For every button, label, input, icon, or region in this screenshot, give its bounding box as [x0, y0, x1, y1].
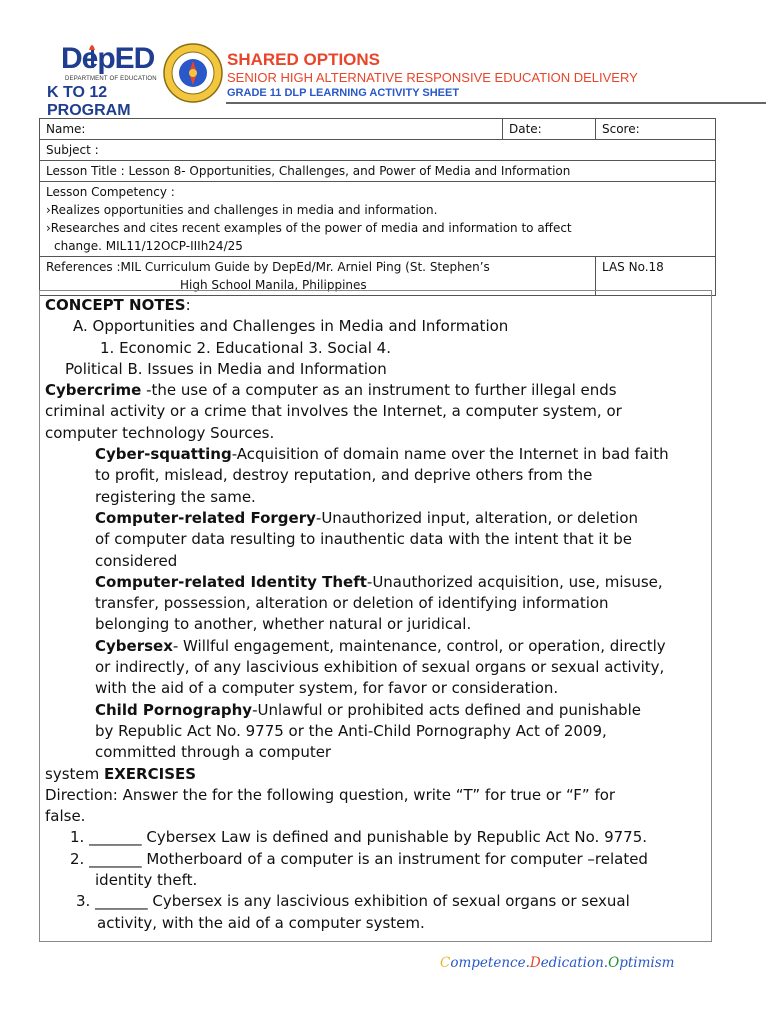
definition-line: with the aid of a computer system, for favor or consideration.: [95, 679, 559, 698]
term: Cybercrime: [45, 381, 142, 400]
lesson-title: Lesson Title : Lesson 8- Opportunities, Challenges, and Power of Media and Information: [40, 161, 716, 182]
score-field[interactable]: Score:: [596, 119, 716, 140]
child-pornography-definition: [45, 700, 711, 721]
definition-text: - Willful engagement, maintenance, control, or operation, directly: [172, 636, 666, 655]
definition-line: registering the same.: [95, 487, 256, 506]
page-header: [40, 40, 730, 119]
motto-word: edication.: [540, 955, 609, 971]
definition-text: -Unauthorized acquisition, use, misuse,: [366, 572, 663, 591]
definition-line: of computer data resulting to inauthentic data with the intent that it be: [95, 530, 632, 549]
subject-field[interactable]: Subject :: [40, 140, 716, 161]
motto-initial: O: [608, 955, 620, 971]
cybercrime-definition: [45, 380, 711, 401]
k12-program: K TO 12 PROGRAM: [47, 84, 131, 119]
definition-text: -Unauthorized input, alteration, or deletion: [315, 508, 639, 527]
definition-line: computer technology Sources.: [45, 423, 275, 442]
term: Child Pornography: [95, 700, 253, 719]
definition-line: belonging to another, whether natural or juridical.: [95, 615, 472, 634]
footer-motto: [440, 955, 674, 971]
references-line: High School Manila, Philippines: [180, 278, 367, 292]
question-1[interactable]: 1. _______ Cybersex Law is defined and punishable by Republic Act No. 9775.: [70, 828, 648, 847]
definition-text: -Acquisition of domain name over the Internet in bad faith: [231, 445, 669, 464]
definition-text: -Unlawful or prohibited acts defined and punishable: [252, 700, 641, 719]
header-sheet-label: GRADE 11 DLP LEARNING ACTIVITY SHEET: [227, 87, 460, 99]
header-divider: [226, 102, 766, 104]
definition-line: to profit, mislead, destroy reputation, and deprive others from the: [95, 466, 593, 485]
motto-initial: D: [529, 955, 541, 971]
lesson-info-table: [39, 118, 716, 296]
deped-wordmark: DepED: [61, 42, 155, 75]
definition-line: committed through a computer: [95, 743, 332, 762]
definition-line: considered: [95, 551, 178, 570]
definition-line: or indirectly, of any lascivious exhibition of sexual organs or sexual activity,: [95, 658, 665, 677]
cyber-squatting-definition: [45, 444, 711, 465]
header-title: SHARED OPTIONS: [227, 50, 381, 69]
topic-b: Political B. Issues in Media and Information: [65, 359, 387, 378]
competency-item: change. MIL11/12OCP-IIIh24/25: [54, 239, 243, 253]
exercises-title: EXERCISES: [104, 764, 197, 783]
term: Cybersex: [95, 636, 173, 655]
deped-logo: [45, 40, 160, 119]
definition-line: criminal activity or a crime that involves the Internet, a computer system, or: [45, 402, 622, 421]
competency-item: ›Realizes opportunities and challenges in media and information.: [46, 203, 438, 217]
definition-text: -the use of a computer as an instrument to further illegal ends: [141, 381, 617, 400]
question-2-continued: identity theft.: [95, 871, 198, 890]
direction-line: Direction: Answer the for the following question, write “T” for true or “F” for: [45, 785, 616, 804]
date-field[interactable]: Date:: [503, 119, 596, 140]
topic-a-subitems: 1. Economic 2. Educational 3. Social 4.: [100, 338, 391, 357]
term: Computer-related Identity Theft: [95, 572, 367, 591]
term: Computer-related Forgery: [95, 508, 316, 527]
forgery-definition: [45, 508, 711, 529]
exercises-heading: [45, 764, 711, 785]
definition-line: transfer, possession, alteration or deletion of identifying information: [95, 594, 609, 613]
cybersex-definition: [45, 636, 711, 657]
references-line: References :MIL Curriculum Guide by DepEd/Mr. Arniel Ping (St. Stephen’s: [46, 260, 490, 274]
competency-label: Lesson Competency :: [46, 185, 175, 199]
motto-word: ptimism: [619, 955, 675, 971]
exercises-prefix: system: [45, 764, 104, 783]
motto-initial: C: [440, 955, 451, 971]
las-number: LAS No.18: [596, 257, 716, 296]
question-3[interactable]: 3. _______ Cybersex is any lascivious exhibition of sexual organs or sexual: [76, 892, 630, 911]
direction-line: false.: [45, 807, 86, 826]
concept-notes-box: [39, 290, 712, 942]
identity-theft-definition: [45, 572, 711, 593]
concept-notes-heading: CONCEPT NOTES: [45, 296, 186, 314]
definition-line: by Republic Act No. 9775 or the Anti-Child Pornography Act of 2009,: [95, 721, 607, 740]
deped-seal-icon: [162, 42, 224, 104]
question-2[interactable]: 2. _______ Motherboard of a computer is an instrument for computer –related: [70, 849, 648, 868]
lesson-competency: [40, 182, 716, 257]
topic-a: A. Opportunities and Challenges in Media and Information: [73, 317, 509, 336]
competency-item: ›Researches and cites recent examples of the power of media and information to affect: [46, 221, 572, 235]
question-3-continued: activity, with the aid of a computer system.: [97, 913, 425, 932]
deped-subtitle: DEPARTMENT OF EDUCATION: [65, 76, 157, 82]
motto-word: ompetence.: [450, 955, 530, 971]
term: Cyber-squatting: [95, 445, 232, 464]
name-field[interactable]: Name:: [40, 119, 503, 140]
heading-colon: :: [185, 296, 191, 314]
header-subtitle: SENIOR HIGH ALTERNATIVE RESPONSIVE EDUCATION DELIVERY: [227, 70, 638, 85]
